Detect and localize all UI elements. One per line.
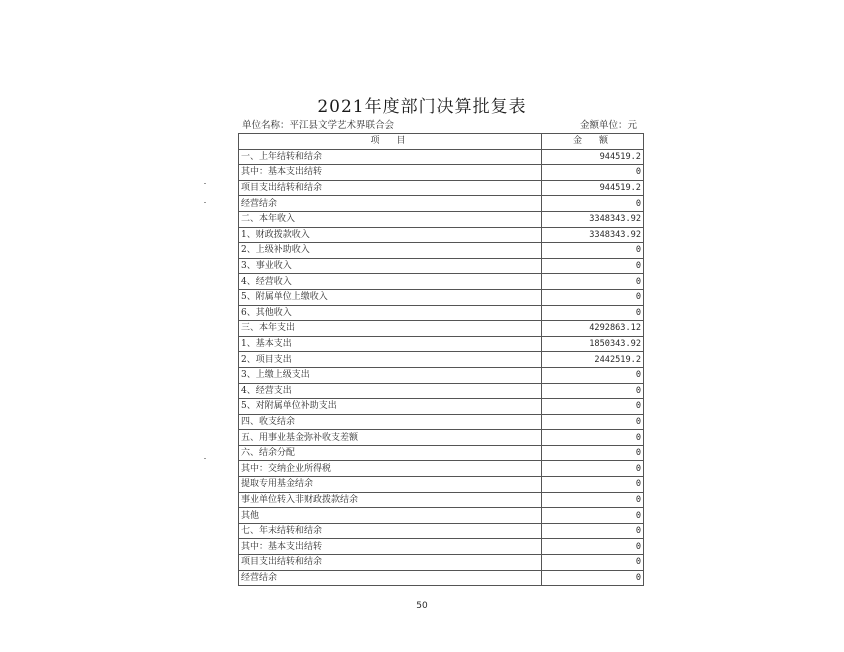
row-label: 4、经营支出 bbox=[239, 383, 542, 399]
table-row bbox=[239, 508, 644, 524]
table-row bbox=[239, 196, 644, 212]
table-row bbox=[239, 383, 644, 399]
row-label: 其中：基本支出结转 bbox=[239, 539, 542, 555]
table-row bbox=[239, 305, 644, 321]
row-amount: 1850343.92 bbox=[542, 336, 644, 352]
row-label: 5、对附属单位补助支出 bbox=[239, 399, 542, 415]
table-row bbox=[239, 523, 644, 539]
row-label: 2、上级补助收入 bbox=[239, 243, 542, 259]
row-label: 项目支出结转和结余 bbox=[239, 180, 542, 196]
row-label: 四、收支结余 bbox=[239, 414, 542, 430]
row-label: 五、用事业基金弥补收支差额 bbox=[239, 430, 542, 446]
row-amount: 3348343.92 bbox=[542, 227, 644, 243]
scan-speck bbox=[204, 202, 206, 203]
table-row bbox=[239, 274, 644, 290]
row-label: 一、上年结转和结余 bbox=[239, 149, 542, 165]
table-row bbox=[239, 352, 644, 368]
amount-unit: 金额单位：元 bbox=[580, 120, 638, 131]
row-amount: 0 bbox=[542, 243, 644, 259]
row-amount: 0 bbox=[542, 445, 644, 461]
row-label: 六、结余分配 bbox=[239, 445, 542, 461]
row-amount: 2442519.2 bbox=[542, 352, 644, 368]
scan-speck bbox=[204, 183, 206, 184]
table-row bbox=[239, 243, 644, 259]
row-label: 其中：基本支出结转 bbox=[239, 165, 542, 181]
row-amount: 0 bbox=[542, 165, 644, 181]
row-amount: 0 bbox=[542, 383, 644, 399]
row-label: 经营结余 bbox=[239, 196, 542, 212]
table-row bbox=[239, 321, 644, 337]
row-amount: 0 bbox=[542, 539, 644, 555]
column-header-amount: 金 额 bbox=[542, 134, 644, 150]
row-label: 经营结余 bbox=[239, 570, 542, 586]
unit-name: 单位名称：平江县文学艺术界联合会 bbox=[242, 120, 395, 131]
row-amount: 0 bbox=[542, 570, 644, 586]
table-header-row bbox=[239, 134, 644, 150]
table-row bbox=[239, 492, 644, 508]
approval-table bbox=[238, 133, 644, 586]
row-label: 其中：交纳企业所得税 bbox=[239, 461, 542, 477]
row-amount: 944519.2 bbox=[542, 149, 644, 165]
row-label: 4、经营收入 bbox=[239, 274, 542, 290]
row-amount: 0 bbox=[542, 508, 644, 524]
column-header-item: 项 目 bbox=[239, 134, 542, 150]
table-row bbox=[239, 399, 644, 415]
row-amount: 0 bbox=[542, 274, 644, 290]
row-amount: 0 bbox=[542, 523, 644, 539]
row-amount: 0 bbox=[542, 367, 644, 383]
table-body bbox=[239, 149, 644, 586]
row-label: 3、事业收入 bbox=[239, 258, 542, 274]
row-amount: 0 bbox=[542, 196, 644, 212]
table-row bbox=[239, 539, 644, 555]
document-title: 2021年度部门决算批复表 bbox=[317, 97, 527, 117]
row-label: 七、年末结转和结余 bbox=[239, 523, 542, 539]
row-amount: 0 bbox=[542, 289, 644, 305]
row-label: 3、上缴上级支出 bbox=[239, 367, 542, 383]
row-amount: 0 bbox=[542, 414, 644, 430]
table-row bbox=[239, 165, 644, 181]
table-row bbox=[239, 461, 644, 477]
row-amount: 0 bbox=[542, 461, 644, 477]
row-amount: 0 bbox=[542, 258, 644, 274]
row-label: 项目支出结转和结余 bbox=[239, 555, 542, 571]
row-label: 1、财政拨款收入 bbox=[239, 227, 542, 243]
row-amount: 0 bbox=[542, 477, 644, 493]
table-row bbox=[239, 430, 644, 446]
row-amount: 944519.2 bbox=[542, 180, 644, 196]
table-row bbox=[239, 180, 644, 196]
row-label: 1、基本支出 bbox=[239, 336, 542, 352]
table-row bbox=[239, 477, 644, 493]
row-label: 提取专用基金结余 bbox=[239, 477, 542, 493]
row-label: 6、其他收入 bbox=[239, 305, 542, 321]
table-row bbox=[239, 149, 644, 165]
table-row bbox=[239, 289, 644, 305]
row-label: 5、附属单位上缴收入 bbox=[239, 289, 542, 305]
row-label: 事业单位转入非财政拨款结余 bbox=[239, 492, 542, 508]
table-row bbox=[239, 227, 644, 243]
row-label: 其他 bbox=[239, 508, 542, 524]
page-number: 50 bbox=[416, 601, 428, 611]
row-label: 2、项目支出 bbox=[239, 352, 542, 368]
table-row bbox=[239, 367, 644, 383]
row-amount: 4292863.12 bbox=[542, 321, 644, 337]
table-row bbox=[239, 336, 644, 352]
scan-speck bbox=[204, 458, 206, 459]
table-row bbox=[239, 211, 644, 227]
row-amount: 0 bbox=[542, 305, 644, 321]
row-label: 三、本年支出 bbox=[239, 321, 542, 337]
table-row bbox=[239, 258, 644, 274]
row-amount: 0 bbox=[542, 430, 644, 446]
row-amount: 0 bbox=[542, 555, 644, 571]
table-row bbox=[239, 570, 644, 586]
table-row bbox=[239, 445, 644, 461]
row-amount: 3348343.92 bbox=[542, 211, 644, 227]
table-row bbox=[239, 414, 644, 430]
row-amount: 0 bbox=[542, 492, 644, 508]
row-label: 二、本年收入 bbox=[239, 211, 542, 227]
row-amount: 0 bbox=[542, 399, 644, 415]
table-row bbox=[239, 555, 644, 571]
